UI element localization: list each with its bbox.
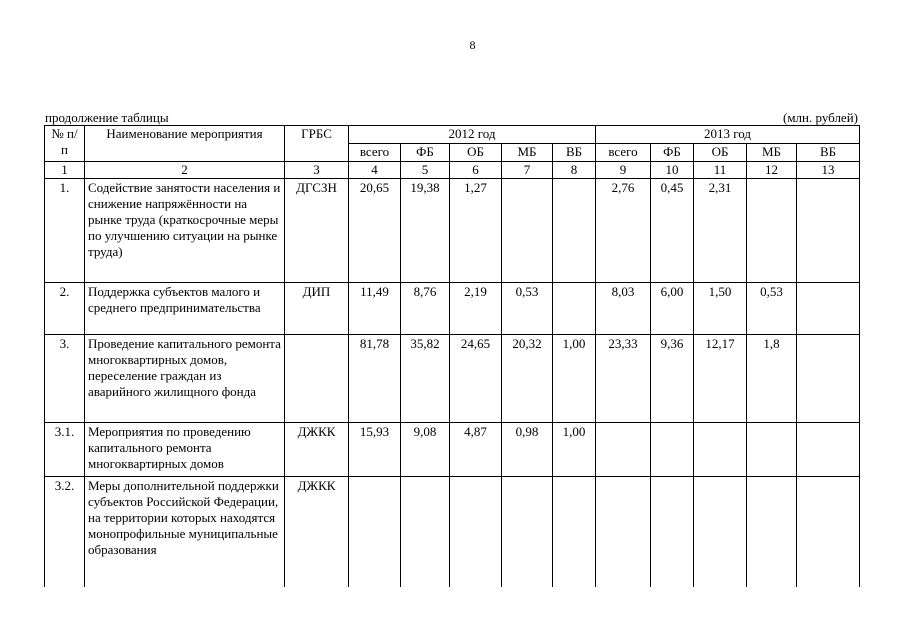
col-number: 1 [45, 162, 85, 179]
cell-2013-vb [797, 179, 860, 283]
col-number: 6 [450, 162, 502, 179]
table-row [45, 423, 860, 477]
cell-2012-ob: 24,65 [450, 335, 502, 423]
header-2013-vb: ВБ [797, 144, 860, 162]
cell-2013-mb [747, 179, 797, 283]
cell-2012-fb: 19,38 [401, 179, 450, 283]
row-num: 1. [45, 179, 85, 283]
cell-2013-vb [797, 477, 860, 587]
header-year-2013: 2013 год [596, 126, 860, 144]
row-name: Меры дополнительной поддержки субъектов Российской Федерации, на территории которых находятся монопрофильные муниципальные образования [85, 477, 285, 587]
row-num: 3.1. [45, 423, 85, 477]
row-name: Мероприятия по проведению капитального ремонта многоквартирных домов [85, 423, 285, 477]
header-2013-mb: МБ [747, 144, 797, 162]
cell-2012-vb [553, 477, 596, 587]
cell-2012-fb: 8,76 [401, 283, 450, 335]
header-year-2012: 2012 год [349, 126, 596, 144]
cell-2013-vb [797, 283, 860, 335]
cell-2012-ob [450, 477, 502, 587]
table-row [45, 335, 860, 423]
cell-2012-ob: 1,27 [450, 179, 502, 283]
cell-2013-fb: 9,36 [651, 335, 694, 423]
units-label: (млн. рублей) [783, 110, 858, 125]
cell-2012-ob: 2,19 [450, 283, 502, 335]
cell-2012-vb [553, 179, 596, 283]
cell-2012-total: 15,93 [349, 423, 401, 477]
cell-2013-fb [651, 477, 694, 587]
header-2013-total: всего [596, 144, 651, 162]
header-2013-fb: ФБ [651, 144, 694, 162]
cell-2013-vb [797, 423, 860, 477]
table-row [45, 283, 860, 335]
col-number: 2 [85, 162, 285, 179]
row-num: 3.2. [45, 477, 85, 587]
header-grbs: ГРБС [285, 126, 349, 162]
cell-2013-ob [694, 423, 747, 477]
col-number: 3 [285, 162, 349, 179]
cell-2012-vb: 1,00 [553, 423, 596, 477]
cell-2013-fb: 0,45 [651, 179, 694, 283]
col-number: 9 [596, 162, 651, 179]
row-name: Поддержка субъектов малого и среднего предпринимательства [85, 283, 285, 335]
cell-2013-total [596, 423, 651, 477]
cell-2012-mb: 0,98 [502, 423, 553, 477]
cell-2013-ob: 2,31 [694, 179, 747, 283]
col-number: 12 [747, 162, 797, 179]
row-grbs [285, 335, 349, 423]
cell-2012-total: 11,49 [349, 283, 401, 335]
header-2012-mb: МБ [502, 144, 553, 162]
cell-2012-mb: 0,53 [502, 283, 553, 335]
cell-2012-vb: 1,00 [553, 335, 596, 423]
row-grbs: ДГСЗН [285, 179, 349, 283]
cell-2012-total [349, 477, 401, 587]
cell-2012-mb: 20,32 [502, 335, 553, 423]
header-2013-ob: ОБ [694, 144, 747, 162]
cell-2013-total [596, 477, 651, 587]
row-name: Проведение капитального ремонта многоквартирных домов, переселение граждан из аварийного жилищного фонда [85, 335, 285, 423]
page-number: 8 [469, 38, 476, 52]
row-grbs: ДЖКК [285, 477, 349, 587]
cell-2012-total: 20,65 [349, 179, 401, 283]
cell-2013-mb: 0,53 [747, 283, 797, 335]
cell-2012-fb: 35,82 [401, 335, 450, 423]
col-number: 4 [349, 162, 401, 179]
cell-2013-total: 8,03 [596, 283, 651, 335]
header-2012-vb: ВБ [553, 144, 596, 162]
cell-2013-total: 23,33 [596, 335, 651, 423]
budget-table [44, 125, 860, 587]
table-row [45, 477, 860, 587]
header-2012-fb: ФБ [401, 144, 450, 162]
col-number: 10 [651, 162, 694, 179]
cell-2013-fb: 6,00 [651, 283, 694, 335]
row-grbs: ДЖКК [285, 423, 349, 477]
header-2012-total: всего [349, 144, 401, 162]
col-number: 11 [694, 162, 747, 179]
row-grbs: ДИП [285, 283, 349, 335]
cell-2012-vb [553, 283, 596, 335]
cell-2013-mb: 1,8 [747, 335, 797, 423]
col-number: 7 [502, 162, 553, 179]
cell-2013-vb [797, 335, 860, 423]
header-name: Наименование мероприятия [85, 126, 285, 162]
table-row [45, 179, 860, 283]
cell-2013-mb [747, 423, 797, 477]
cell-2013-fb [651, 423, 694, 477]
col-number: 8 [553, 162, 596, 179]
header-2012-ob: ОБ [450, 144, 502, 162]
cell-2012-fb [401, 477, 450, 587]
cell-2013-ob: 12,17 [694, 335, 747, 423]
cell-2012-fb: 9,08 [401, 423, 450, 477]
row-name: Содействие занятости населения и снижение напряжённости на рынке труда (краткосрочные меры по улучшению ситуации на рынке труда) [85, 179, 285, 283]
cell-2013-total: 2,76 [596, 179, 651, 283]
cell-2012-mb [502, 477, 553, 587]
cell-2013-ob [694, 477, 747, 587]
continuation-label: продолжение таблицы [45, 110, 169, 125]
row-num: 3. [45, 335, 85, 423]
col-number: 13 [797, 162, 860, 179]
col-number: 5 [401, 162, 450, 179]
cell-2012-mb [502, 179, 553, 283]
cell-2013-mb [747, 477, 797, 587]
row-num: 2. [45, 283, 85, 335]
cell-2013-ob: 1,50 [694, 283, 747, 335]
cell-2012-ob: 4,87 [450, 423, 502, 477]
cell-2012-total: 81,78 [349, 335, 401, 423]
header-num: № п/п [45, 126, 85, 162]
